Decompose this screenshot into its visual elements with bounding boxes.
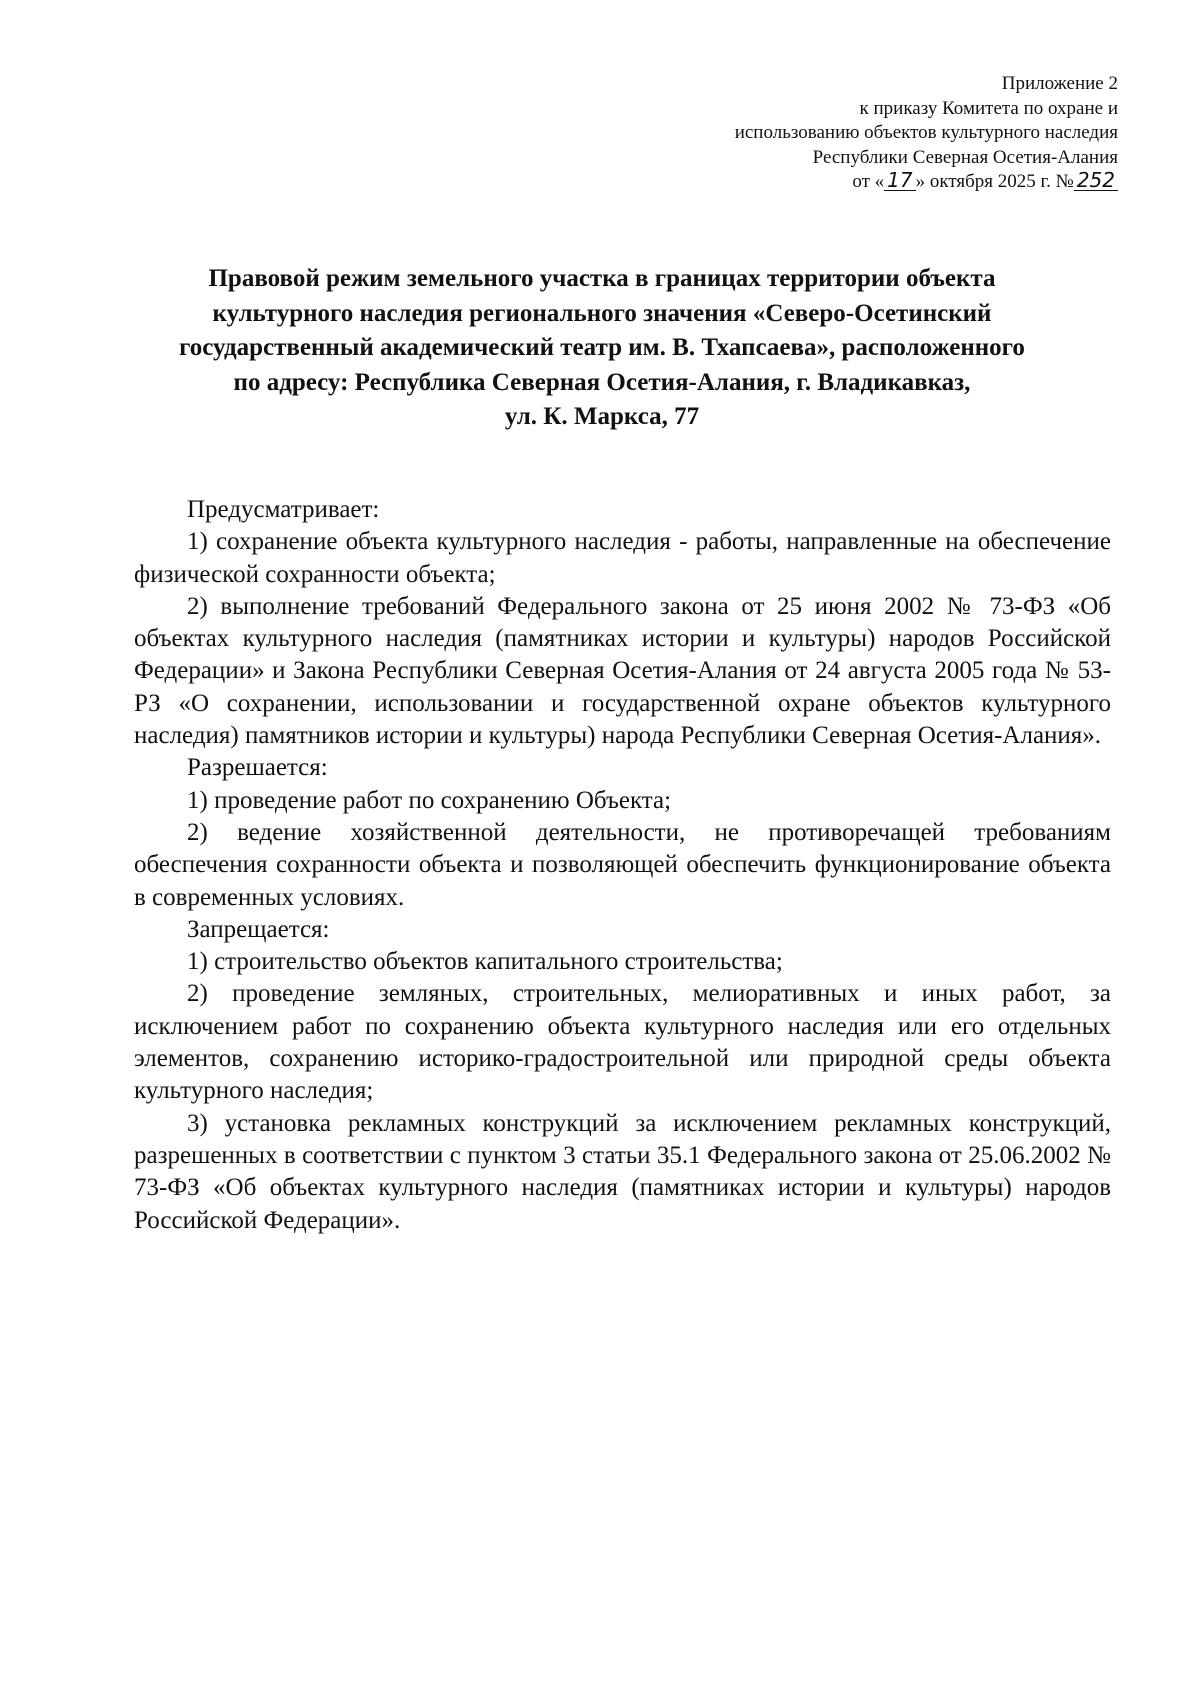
appendix-date-line [518,170,1118,195]
handwritten-number: 252 [1074,170,1118,191]
allowed-item-2: 2) ведение хозяйственной деятельности, не противоречащей требованиям обеспечения сохранности объекта и позволяющей обеспечить функционирование объекта в современных условиях. [134,818,1111,911]
title-line-4: по адресу: Республика Северная Осетия-Алания, г. Владикавказ, [233,368,971,396]
date-prefix: от « [852,171,885,192]
forbidden-heading: Запрещается: [187,915,330,943]
forbidden-item-1: 1) строительство объектов капитального строительства; [187,948,783,976]
forbidden-item-2: 2) проведение земляных, строительных, мелиоративных и иных работ, за исключением работ по сохранению объекта культурного наследия или его отдельных элементов, сохранению историко-градостроительной или природной среды объекта культурного наследия; [134,980,1111,1105]
appendix-header [518,72,1118,195]
provides-item-2: 2) выполнение требований Федерального закона от 25 июня 2002 № 73-ФЗ «Об объектах культурного наследия (памятниках истории и культуры) народов Российской Федерации» и Закона Республики Северная Осетия-Алания от 24 августа 2005 года № 53-РЗ «О сохранении, использовании и государственной охране объектов культурного наследия) памятников истории и культуры) народа Республики Северная Осетия-Алания». [134,592,1111,750]
appendix-line-2: к приказу Комитета по охране и [859,97,1118,119]
appendix-line-3: использованию объектов культурного наследия [734,122,1118,143]
allowed-heading: Разрешается: [187,754,328,782]
document-body [134,494,1111,1237]
title-line-1: Правовой режим земельного участка в границах территории объекта [208,265,996,292]
provides-item-1: 1) сохранение объекта культурного наследия - работы, направленные на обеспечение физической сохранности объекта; [134,528,1111,588]
handwritten-day: 17 [884,170,915,191]
appendix-line-1: Приложение 2 [1001,73,1118,94]
allowed-item-1: 1) проведение работ по сохранению Объекта; [187,786,672,814]
title-line-5: ул. К. Маркса, 77 [504,403,700,430]
document-title [120,262,1084,435]
title-line-3: государственный академический театр им. В. Тхапсаева», расположенного [179,334,1025,361]
provides-heading: Предусматривает: [187,496,380,523]
title-line-2: культурного наследия регионального значения «Северо-Осетинский [212,299,992,327]
date-mid: » октября 2025 г. № [915,171,1074,192]
appendix-line-4: Республики Северная Осетия-Алания [812,146,1118,168]
forbidden-item-3: 3) установка рекламных конструкций за исключением рекламных конструкций, разрешенных в соответствии с пунктом 3 статьи 35.1 Федерального закона от 25.06.2002 № 73-ФЗ «Об объектах культурного наследия (памятниках истории и культуры) народов Российской Федерации». [134,1109,1111,1234]
